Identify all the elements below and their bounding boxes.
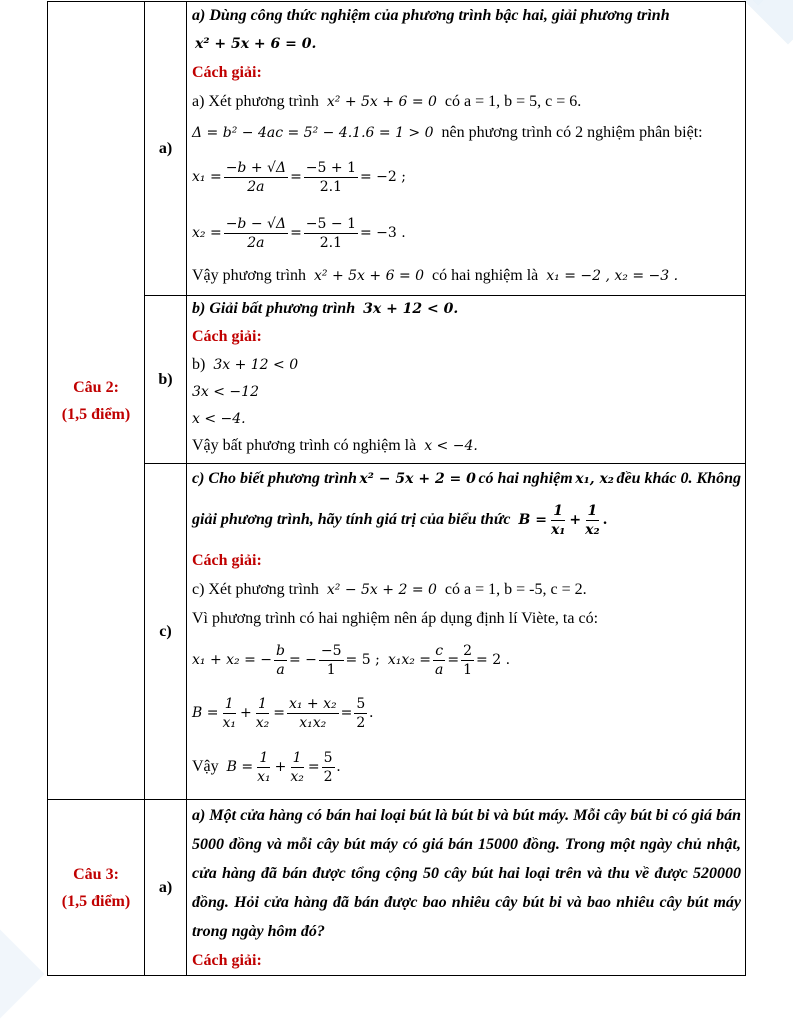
fraction [354,695,367,732]
numerator: 1 [224,695,234,712]
period: . [603,511,608,528]
numerator: 2 [463,642,473,659]
b-computation: B = $\frac{1}{\text{x₁}}$ + $\frac{1}{\text{x₂}}$ = $\frac{\text{x₁ + x₂}}{\text{x₁x₂}}$ = $\frac{5}{2}$ . [192,695,374,731]
fraction [255,749,273,786]
step-equation: 3x < −12 [192,383,259,400]
conclusion-equation: x < −4. [424,438,478,454]
viete-equations: x₁ + x₂ = − $\frac{b}{a}$ = − $\frac{-5}{1}$ = 5 ; x₁x₂ = $\frac{c}{a}$ = $\frac{2}{1}$ = 2 . [192,642,511,678]
conclusion-text: Vậy phương trình [192,267,307,284]
task-statement [192,296,741,322]
root-x2-line: x₂ = $\frac{-b - √\Delta}{2a}$ = $\frac{-5 - 1}{2.1}$ = −3 . [192,215,406,251]
coefficients: có a = 1, b = -5, c = 2. [444,580,587,598]
equation: x² + 5x + 6 = 0 [326,93,437,110]
denominator: 2a [247,234,265,251]
question-title: Câu 2: [73,378,119,396]
denominator: 2.1 [319,178,343,195]
step-equation: x < −4. [192,410,246,427]
answer-table [47,1,746,976]
corner-decoration [0,925,44,1024]
sum-mid: = − [288,652,317,668]
task-equation: 3x + 12 < 0. [363,301,459,317]
product-result: = 2 . [476,652,511,668]
fraction [433,642,445,679]
viete-text: Vì phương trình có hai nghiệm nên áp dụng định lí Viète, ta có: [192,609,599,627]
b-lhs: B = [192,705,219,721]
conclusion-line [192,432,741,460]
b-lhs: B = [226,759,254,775]
part-label-cell [145,800,187,976]
task-text: đều khác 0. Không [616,470,741,487]
method-heading: Cách giải: [192,328,262,345]
delta-equation: Δ = b² − 4ac = 5² − 4.1.6 = 1 > 0 [192,124,434,141]
task-text: có hai nghiệm [478,470,573,487]
denominator: 2 [356,714,366,731]
solution-step [192,405,741,432]
part-content-q2-b [187,296,746,464]
row-q3-a [48,800,746,976]
denominator: a [435,661,444,678]
x2-lhs: x₂ = [192,225,222,241]
task-statement [192,2,741,30]
task-equation: x² − 5x + 2 = 0 [359,471,476,487]
question-cell-q2 [48,2,145,800]
solution-step [192,378,741,405]
solution-line [192,575,741,604]
solution-text: a) Xét phương trình [192,92,319,110]
solution-line [192,87,741,116]
task-statement: a) Một cửa hàng có bán hai loại bút là bút bi và bút máy. Mỗi cây bút bi có giá bán 5000 đồng và mỗi cây bút máy có giá bán 15000 đồng. Trong một ngày chủ nhật, cửa hàng đã bán được tổng cộng 50 cây bút hai loại trên và thu về được 520000 đồng. Hỏi cửa hàng đã bán được bao nhiêu cây bút bi và bao nhiêu cây bút máy trong ngày hôm đó? [192,807,741,940]
denominator: x₁ [257,768,271,785]
numerator: 5 [356,695,366,712]
fraction [304,215,358,252]
denominator: a [276,661,285,678]
solution-text: c) Xét phương trình [192,580,319,598]
result: = −3 . [359,225,406,241]
denominator: x₂ [255,714,270,731]
plus-sign: + [569,512,582,528]
denominator: x₂ [290,768,304,785]
part-label: a) [158,878,173,896]
conclusion-text: Vậy [192,758,219,775]
numerator: x₁ + x₂ [288,695,337,712]
part-label: b) [158,370,173,388]
denominator: 1 [463,661,473,678]
viete-line [192,604,741,633]
conclusion-text: có hai nghiệm là [432,267,539,284]
task-roots: x₁, x₂ [575,471,614,487]
numerator: 1 [292,749,302,766]
numerator: 1 [587,502,598,519]
numerator: −5 + 1 [305,159,356,176]
denominator: 2a [247,178,265,195]
task-equation: x² + 5x + 6 = 0. [195,36,317,52]
question-points: (1,5 điểm) [61,405,131,423]
denominator: 1 [326,661,336,678]
equation: x² + 5x + 6 = 0 [314,268,425,284]
part-content-q2-a [187,2,746,296]
expression-lhs: B = [518,512,547,528]
result: = −2 ; [359,169,406,185]
sum-result: = 5 ; [345,652,380,668]
part-label-cell [145,2,187,296]
task-text: a) Dùng công thức nghiệm của phương trình bậc hai, giải phương trình [192,7,670,24]
corner-decoration [739,0,793,44]
equation: x² − 5x + 2 = 0 [326,581,437,598]
x1-lhs: x₁ = [192,169,222,185]
fraction [254,695,272,732]
numerator: −b + √Δ [225,159,287,176]
denominator: 2 [323,768,333,785]
denominator: x₁ [222,714,236,731]
step-equation: 3x + 12 < 0 [213,356,299,373]
fraction [287,695,339,732]
fraction [583,502,601,539]
conclusion-text: Vậy bất phương trình có nghiệm là [192,437,417,454]
denominator: x₁ [550,521,566,538]
numerator: −b − √Δ [225,215,287,232]
task-text: giải phương trình, hãy tính giá trị của biểu thức [192,511,511,528]
question-cell-q3 [48,800,145,976]
fraction [461,642,474,679]
method-heading: Cách giải: [192,952,262,969]
method-heading: Cách giải: [192,552,262,569]
fraction [220,695,238,732]
row-q2-a [48,2,746,296]
denominator: x₂ [585,521,600,538]
fraction [319,642,344,679]
part-label-cell [145,464,187,800]
numerator: −5 [320,642,342,659]
numerator: −5 − 1 [305,215,356,232]
fraction [288,749,306,786]
roots: x₁ = −2 , x₂ = −3 . [546,268,679,284]
fraction [224,159,288,196]
task-equation-line [192,30,741,58]
part-content-q2-c [187,464,746,800]
numerator: b [276,642,285,659]
fraction [304,159,358,196]
numerator: 1 [258,695,267,712]
delta-line [192,116,741,149]
question-title: Câu 3: [73,865,119,883]
conclusion-line: Vậy B = $\frac{1}{\text{x₁}}$ + $\frac{1}{\text{x₂}}$ = $\frac{5}{2}$ . [192,749,341,785]
root-x1-line: x₁ = $\frac{-b + √\Delta}{2a}$ = $\frac{-5 + 1}{2.1}$ = −2 ; [192,159,406,195]
task-statement [192,464,741,494]
numerator: 5 [323,749,333,766]
denominator: x₁x₂ [299,714,327,731]
task-text: b) Giải bất phương trình [192,300,356,317]
sum-lhs: x₁ + x₂ = − [192,652,273,668]
conclusion-line [192,261,741,291]
solution-step [192,351,741,378]
step-label: b) [192,355,206,373]
numerator: 1 [553,502,564,519]
task-text: c) Cho biết phương trình [192,470,357,487]
delta-text: nên phương trình có 2 nghiệm phân biệt: [441,123,703,141]
fraction [549,502,567,539]
part-label: c) [159,622,172,640]
row-q2-c [48,464,746,800]
part-content-q3-a [187,800,746,976]
part-label: a) [158,139,173,157]
numerator: c [435,642,444,659]
part-label-cell [145,296,187,464]
numerator: 1 [259,749,269,766]
fraction [224,215,288,252]
product-lhs: x₁x₂ = [387,652,432,668]
coefficients: có a = 1, b = 5, c = 6. [444,92,582,110]
fraction [274,642,287,679]
denominator: 2.1 [319,234,343,251]
question-points: (1,5 điểm) [61,892,131,910]
row-q2-b [48,296,746,464]
fraction [322,749,335,786]
task-statement [192,494,741,546]
method-heading: Cách giải: [192,64,262,81]
